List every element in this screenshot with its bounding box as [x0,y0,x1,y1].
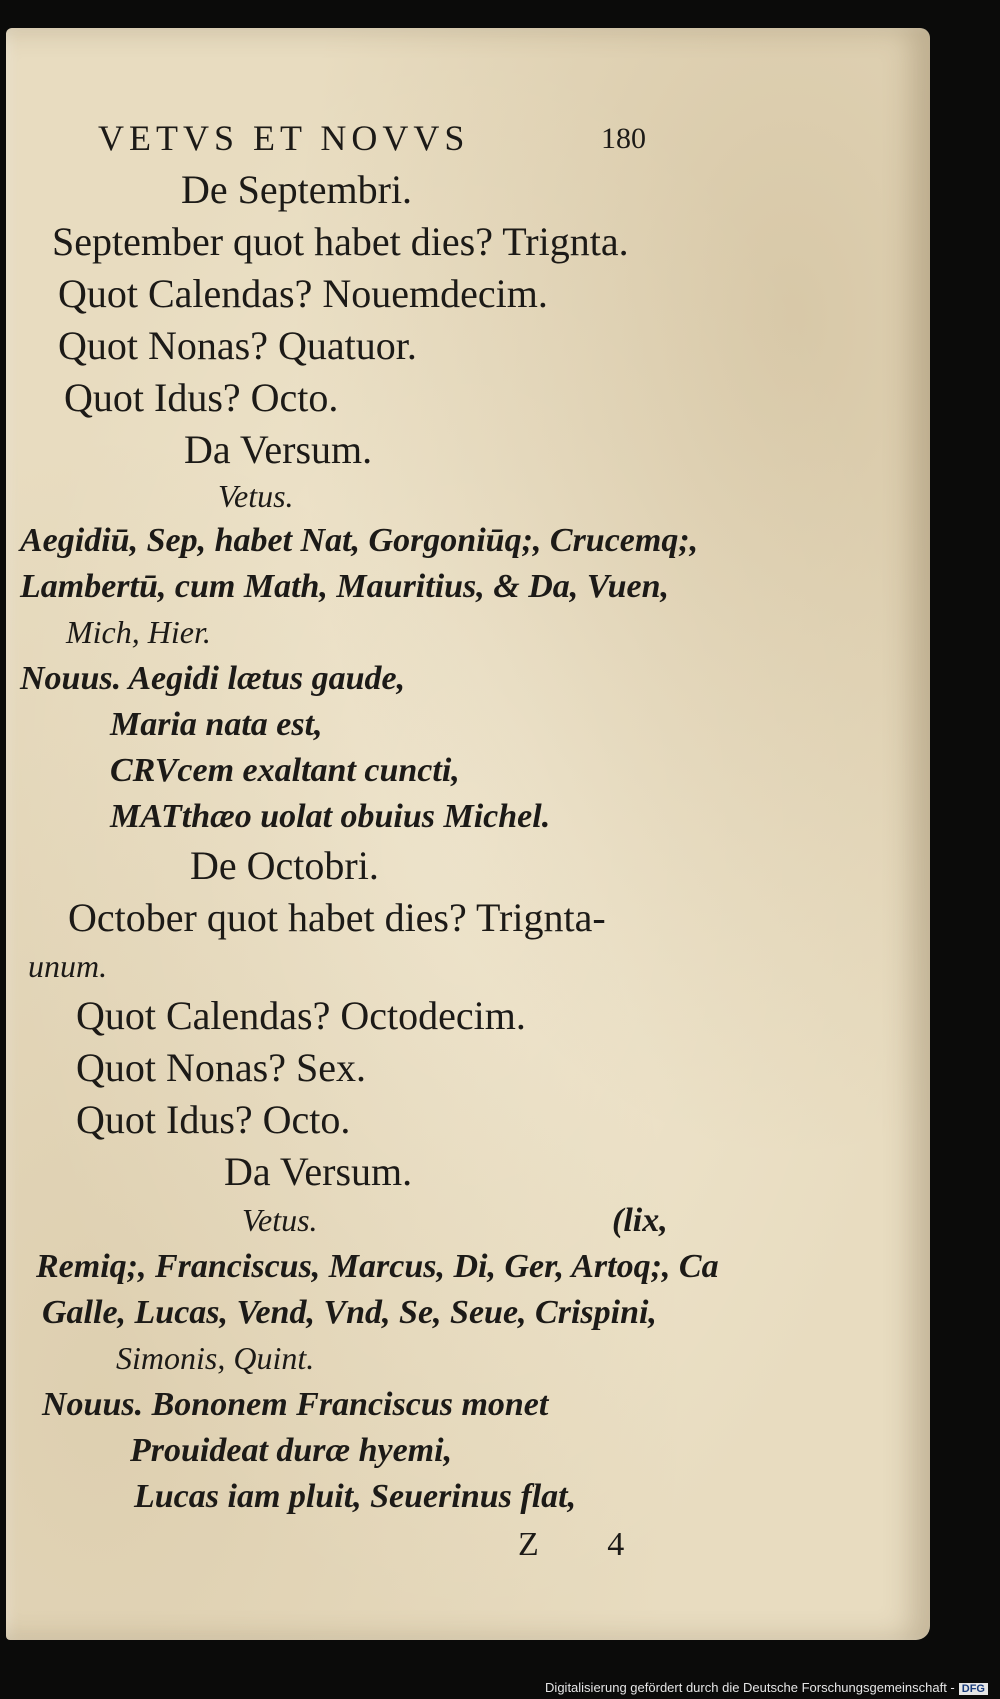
september-nouus-line: Nouus. Aegidi lætus gaude, [20,660,406,697]
september-vetus-label: Vetus. [218,478,294,514]
september-nouus-line: MATthæo uolat obuius Michel. [110,798,551,835]
september-nouus-line: CRVcem exaltant cuncti, [110,752,460,789]
september-days-question: September quot habet dies? Trignta. [52,219,629,264]
october-idus: Quot Idus? Octo. [76,1097,351,1142]
september-idus: Quot Idus? Octo. [64,375,339,420]
dfg-logo: DFG [959,1683,988,1695]
october-nouus-line: Prouideat duræ hyemi, [130,1432,453,1469]
credit-text: Digitalisierung gefördert durch die Deutsche Forschungsgemeinschaft - [545,1680,955,1695]
september-calendas: Quot Calendas? Nouemdecim. [58,271,548,316]
october-vetus-line: Remiq;, Franciscus, Marcus, Di, Ger, Artoq;, Ca [36,1248,719,1285]
september-nonas: Quot Nonas? Quatuor. [58,323,417,368]
october-nonas: Quot Nonas? Sex. [76,1045,366,1090]
october-vetus-aside: (lix, [612,1202,668,1239]
september-heading: De Septembri. [181,167,413,212]
october-days-question: October quot habet dies? Trignta- [68,895,606,940]
running-title: VETVS ET NOVVS [98,118,470,158]
book-page [6,28,930,1640]
september-da-versum: Da Versum. [184,427,373,472]
september-vetus-line: Aegidiū, Sep, habet Nat, Gorgoniūq;, Crucemq;, [20,522,699,559]
september-vetus-line: Lambertū, cum Math, Mauritius, & Da, Vuen, [20,568,669,605]
october-nouus-line: Nouus. Bononem Franciscus monet [42,1386,549,1423]
signature-mark: Z 4 [518,1526,655,1563]
october-vetus-label: Vetus. [242,1202,318,1238]
september-vetus-line: Mich, Hier. [66,614,211,650]
october-nouus-line: Lucas iam pluit, Seuerinus flat, [134,1478,577,1515]
digitization-credit [545,1680,988,1695]
october-vetus-line: Galle, Lucas, Vend, Vnd, Se, Seue, Crispini, [42,1294,657,1331]
october-heading: De Octobri. [190,843,379,888]
october-days-question-cont: unum. [28,948,108,984]
page-number: 180 [601,122,646,155]
september-nouus-line: Maria nata est, [110,706,323,743]
october-da-versum: Da Versum. [224,1149,413,1194]
october-calendas: Quot Calendas? Octodecim. [76,993,526,1038]
october-vetus-line: Simonis, Quint. [116,1340,315,1376]
